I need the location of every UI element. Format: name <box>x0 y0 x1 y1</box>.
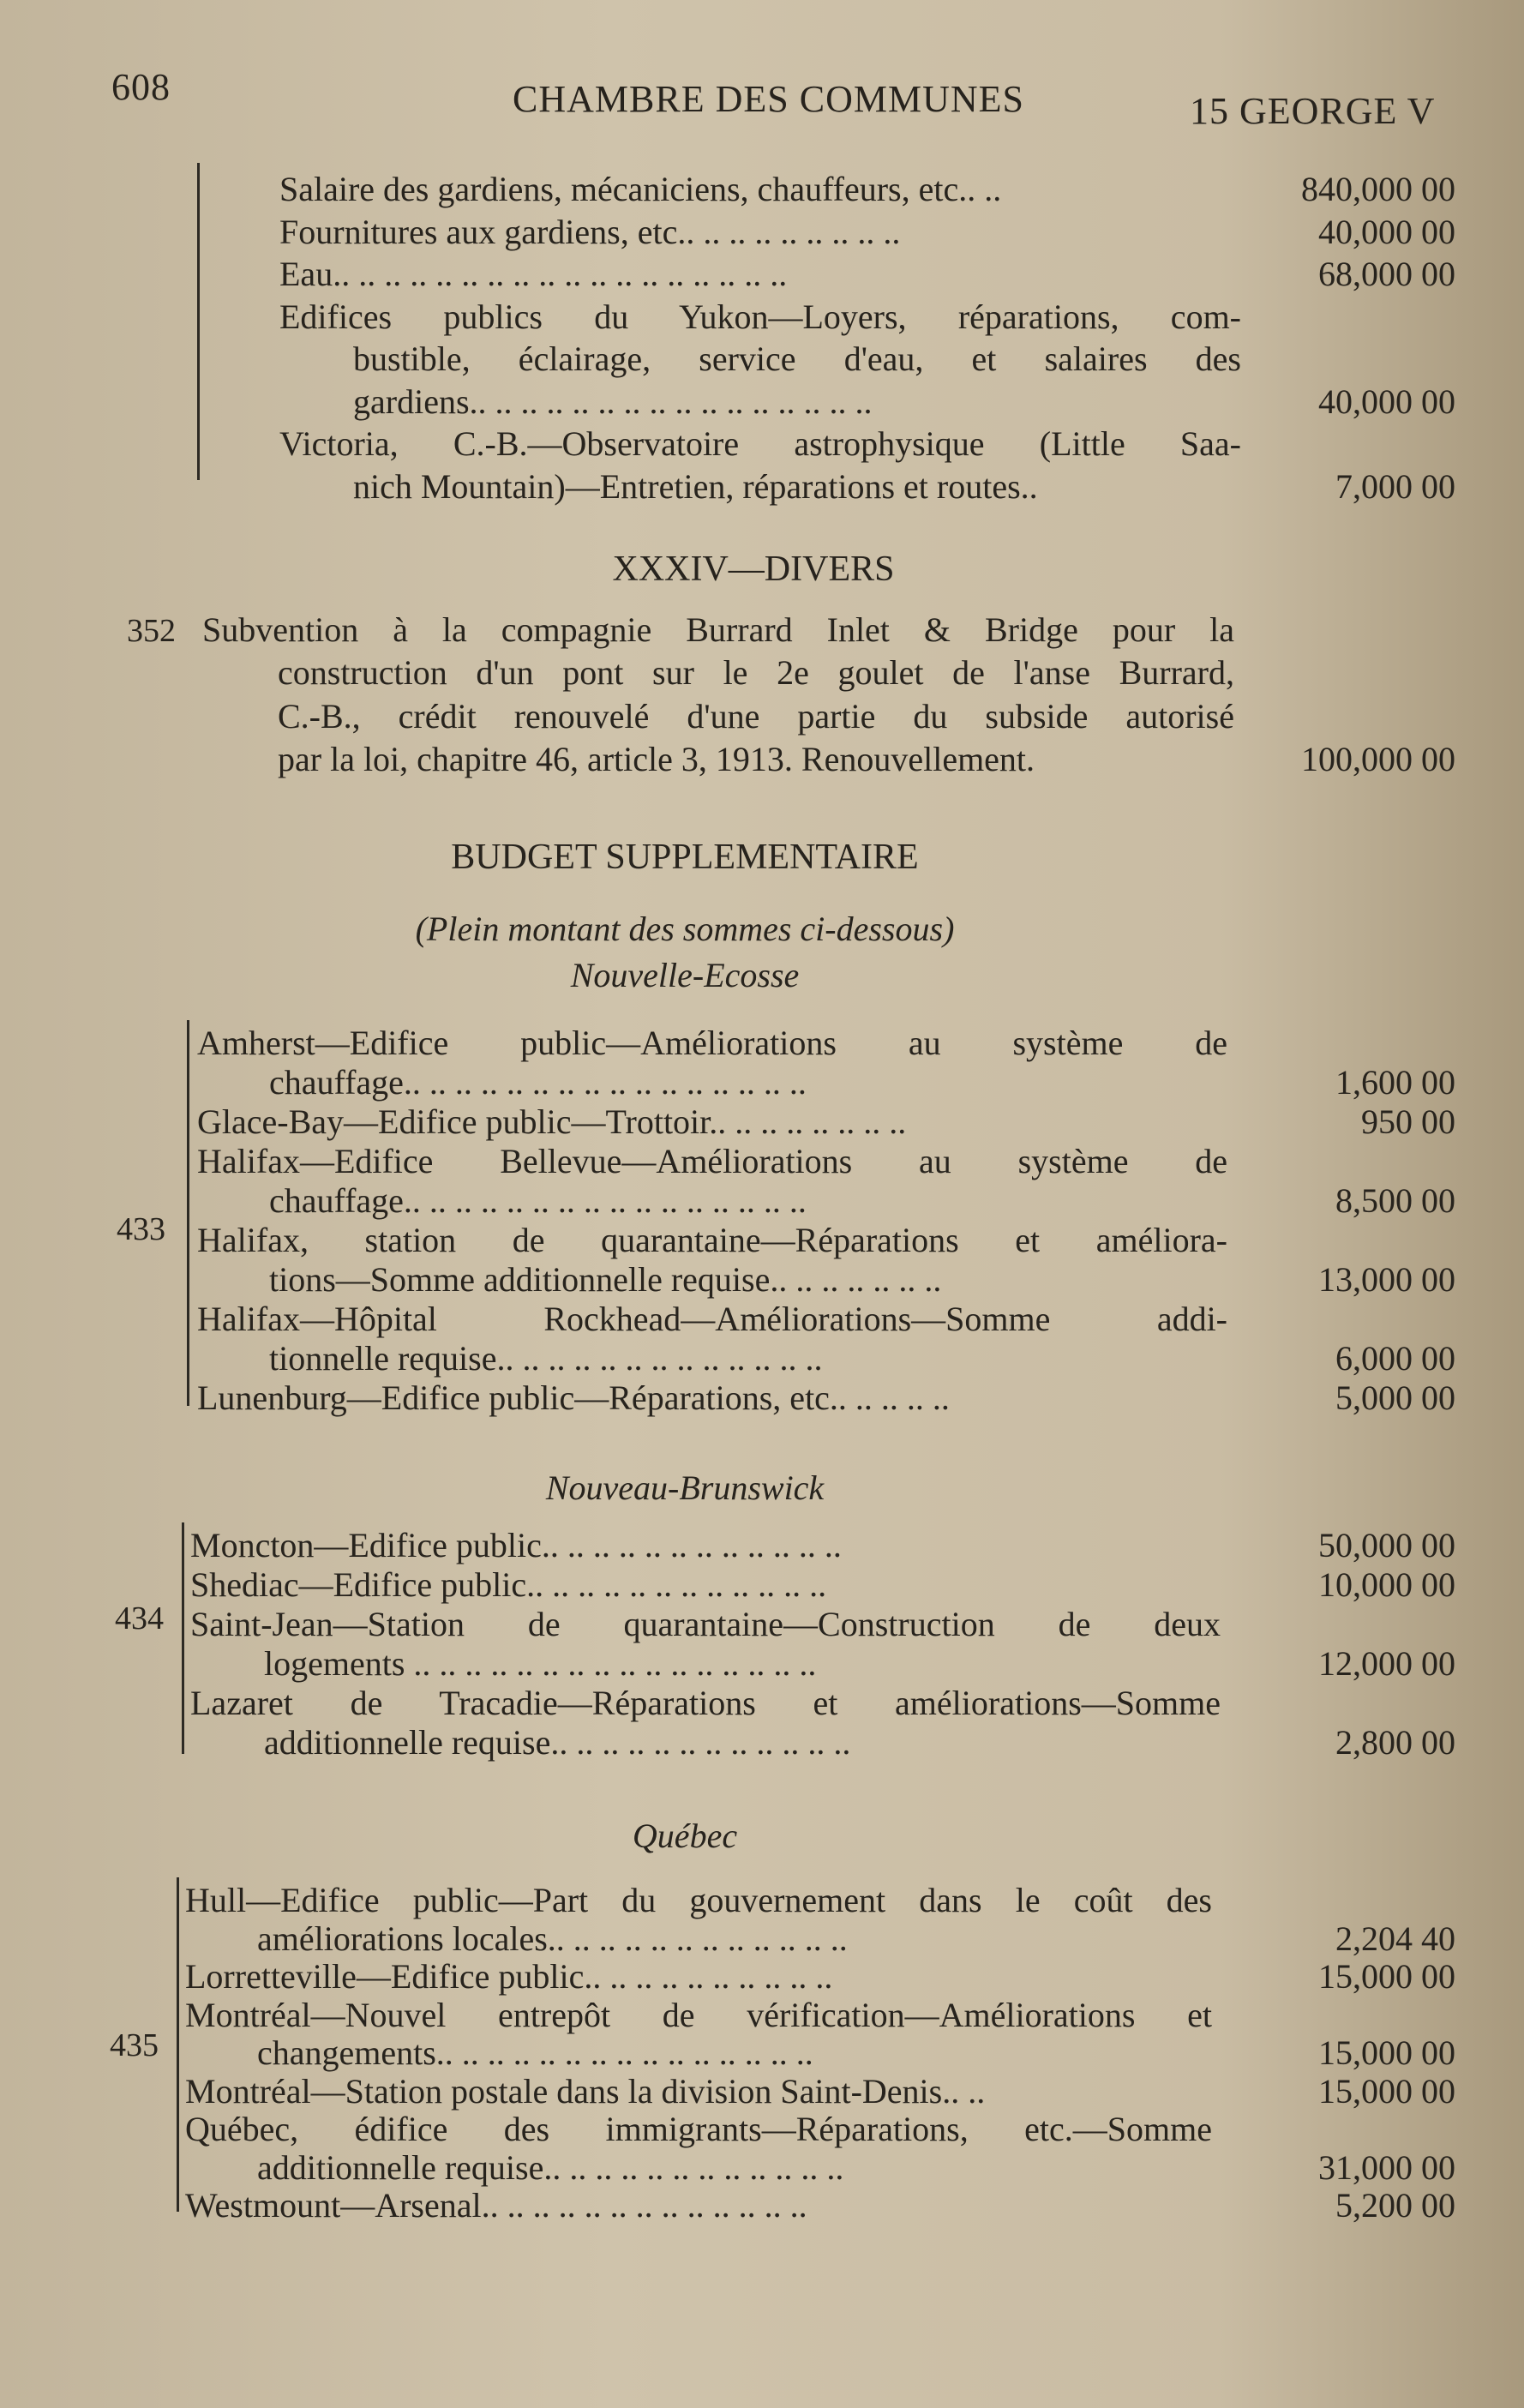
line-text: Lorretteville—Edifice public.. .. .. .. .. .. .. .. .. .. <box>185 1957 833 1996</box>
line-text: Amherst—Edifice public—Améliorations au système de <box>197 1024 1227 1062</box>
line-text: changements.. .. .. .. .. .. .. .. .. .. .. .. .. .. .. <box>257 2033 813 2072</box>
line-text: par la loi, chapitre 46, article 3, 1913. Renouvellement. <box>278 740 1035 779</box>
line-amount: 1,600 00 <box>1335 1063 1455 1102</box>
line-amount: 40,000 00 <box>1318 381 1455 421</box>
line-text: gardiens.. .. .. .. .. .. .. .. .. .. .. .. .. .. .. .. <box>353 381 873 421</box>
line-amount: 2,204 40 <box>1335 1919 1455 1958</box>
province-quebec: Québec <box>632 1817 738 1855</box>
line-text: Montréal—Station postale dans la division Saint-Denis.. .. <box>185 2071 986 2111</box>
line-text: chauffage.. .. .. .. .. .. .. .. .. .. .. .. .. .. .. .. <box>269 1063 807 1102</box>
line-amount: 12,000 00 <box>1318 1644 1455 1683</box>
line-text: construction d'un pont sur le 2e goulet de l'anse Burrard, <box>278 653 1234 693</box>
line-text: Halifax—Hôpital Rockhead—Améliorations—Somme addi- <box>197 1300 1227 1338</box>
line-text: bustible, éclairage, service d'eau, et salaires des <box>353 339 1241 378</box>
line-text: Halifax—Edifice Bellevue—Améliorations au système de <box>197 1142 1227 1180</box>
line-amount: 7,000 00 <box>1335 466 1455 506</box>
ledger-line <box>0 740 1524 779</box>
ledger-line <box>0 610 1524 650</box>
ledger-line <box>0 424 1524 464</box>
budget-title: BUDGET SUPPLEMENTAIRE <box>451 838 919 877</box>
line-text: Shediac—Edifice public.. .. .. .. .. .. .. .. .. .. .. .. <box>190 1565 827 1604</box>
province-nouveau-brunswick: Nouveau-Brunswick <box>545 1468 825 1507</box>
item-code-433: 433 <box>117 1211 165 1247</box>
ledger-line <box>0 1300 1524 1339</box>
ledger-line <box>0 255 1524 294</box>
line-amount: 950 00 <box>1361 1102 1455 1141</box>
line-text: logements .. .. .. .. .. .. .. .. .. .. .. .. .. .. .. .. <box>264 1644 817 1683</box>
ledger-line <box>0 1996 1524 2035</box>
line-text: Lazaret de Tracadie—Réparations et améliorations—Somme <box>190 1684 1221 1722</box>
page-title: CHAMBRE DES COMMUNES <box>513 78 1024 120</box>
ledger-line <box>0 1339 1524 1378</box>
line-amount: 15,000 00 <box>1318 2071 1455 2111</box>
ledger-line <box>0 1063 1524 1102</box>
ledger-line <box>0 1378 1524 1418</box>
line-amount: 68,000 00 <box>1318 255 1455 293</box>
ledger-line <box>0 1102 1524 1142</box>
ledger-line <box>0 1142 1524 1181</box>
line-amount: 100,000 00 <box>1301 740 1455 779</box>
ledger-line <box>0 1644 1524 1684</box>
line-amount: 13,000 00 <box>1318 1260 1455 1299</box>
ledger-line <box>0 1181 1524 1221</box>
ledger-line <box>0 2072 1524 2111</box>
line-amount: 8,500 00 <box>1335 1181 1455 1220</box>
line-text: Eau.. .. .. .. .. .. .. .. .. .. .. .. .. .. .. .. .. .. <box>279 255 788 293</box>
session-label: 15 GEORGE V <box>1190 90 1436 132</box>
line-amount: 15,000 00 <box>1318 2033 1455 2072</box>
ledger-line <box>0 653 1524 693</box>
ledger-line <box>0 382 1524 422</box>
line-amount: 5,200 00 <box>1335 2186 1455 2225</box>
line-text: Saint-Jean—Station de quarantaine—Construction de deux <box>190 1605 1221 1643</box>
line-amount: 50,000 00 <box>1318 1526 1455 1564</box>
line-text: Westmount—Arsenal.. .. .. .. .. .. .. .. .. .. .. .. .. <box>185 2186 807 2225</box>
line-text: Moncton—Edifice public.. .. .. .. .. .. .. .. .. .. .. .. <box>190 1526 842 1564</box>
line-text: Salaire des gardiens, mécaniciens, chauffeurs, etc.. .. <box>279 170 1002 208</box>
line-text: améliorations locales.. .. .. .. .. .. .. .. .. .. .. .. <box>257 1919 848 1958</box>
line-amount: 2,800 00 <box>1335 1723 1455 1762</box>
ledger-line <box>0 2148 1524 2188</box>
ledger-line <box>0 1221 1524 1260</box>
item-code-352: 352 <box>127 613 176 649</box>
line-text: Subvention à la compagnie Burrard Inlet & Bridge pour la <box>202 610 1234 649</box>
line-text: Lunenburg—Edifice public—Réparations, etc.. .. .. .. .. <box>197 1378 950 1417</box>
ledger-line <box>0 297 1524 337</box>
budget-subtitle: (Plein montant des sommes ci-dessous) <box>415 910 955 948</box>
line-amount: 840,000 00 <box>1301 170 1455 208</box>
ledger-line <box>0 1957 1524 1997</box>
ledger-line <box>0 1605 1524 1644</box>
province-nouvelle-ecosse: Nouvelle-Ecosse <box>570 956 800 994</box>
ledger-line <box>0 1881 1524 1920</box>
line-amount: 5,000 00 <box>1335 1378 1455 1417</box>
ledger-line <box>0 1684 1524 1723</box>
ledger-line <box>0 2186 1524 2225</box>
ledger-line <box>0 1024 1524 1063</box>
line-text: additionnelle requise.. .. .. .. .. .. .. .. .. .. .. .. <box>264 1723 851 1762</box>
ledger-line <box>0 697 1524 736</box>
ledger-line <box>0 1565 1524 1605</box>
line-text: Glace-Bay—Edifice public—Trottoir.. .. .. .. .. .. .. .. <box>197 1102 907 1141</box>
line-text: chauffage.. .. .. .. .. .. .. .. .. .. .. .. .. .. .. .. <box>269 1181 807 1220</box>
line-text: tionnelle requise.. .. .. .. .. .. .. .. .. .. .. .. .. <box>269 1339 823 1378</box>
line-amount: 31,000 00 <box>1318 2147 1455 2187</box>
ledger-line <box>0 339 1524 379</box>
line-amount: 15,000 00 <box>1318 1957 1455 1996</box>
ledger-line <box>0 1526 1524 1565</box>
line-amount: 10,000 00 <box>1318 1565 1455 1604</box>
line-text: Edifices publics du Yukon—Loyers, réparations, com- <box>279 297 1241 336</box>
line-text: Victoria, C.-B.—Observatoire astrophysique (Little Saa- <box>279 424 1241 463</box>
ledger-line <box>0 1260 1524 1300</box>
item-code-434: 434 <box>115 1600 164 1636</box>
ledger-line <box>0 213 1524 252</box>
ledger-line <box>0 1919 1524 1959</box>
ledger-line <box>0 2033 1524 2073</box>
ledger-line <box>0 1723 1524 1762</box>
line-text: Fournitures aux gardiens, etc.. .. .. .. .. .. .. .. .. <box>279 212 901 251</box>
ledger-line <box>0 170 1524 209</box>
line-text: Montréal—Nouvel entrepôt de vérification—Améliorations et <box>185 1995 1212 2034</box>
ledger-line <box>0 2110 1524 2149</box>
line-text: C.-B., crédit renouvelé d'une partie du subside autorisé <box>278 696 1234 736</box>
ledger-line <box>0 467 1524 507</box>
section-title-divers: XXXIV—DIVERS <box>612 549 895 589</box>
line-amount: 6,000 00 <box>1335 1339 1455 1378</box>
line-text: additionnelle requise.. .. .. .. .. .. .. .. .. .. .. .. <box>257 2147 844 2187</box>
page-number: 608 <box>111 66 171 108</box>
line-text: Halifax, station de quarantaine—Réparations et améliora- <box>197 1221 1227 1259</box>
line-text: Hull—Edifice public—Part du gouvernement dans le coût des <box>185 1881 1212 1919</box>
item-code-435: 435 <box>110 2027 159 2063</box>
line-text: nich Mountain)—Entretien, réparations et routes.. <box>353 466 1038 506</box>
line-amount: 40,000 00 <box>1318 212 1455 251</box>
line-text: Québec, édifice des immigrants—Réparations, etc.—Somme <box>185 2110 1212 2148</box>
line-text: tions—Somme additionnelle requise.. .. .. .. .. .. .. <box>269 1260 942 1299</box>
